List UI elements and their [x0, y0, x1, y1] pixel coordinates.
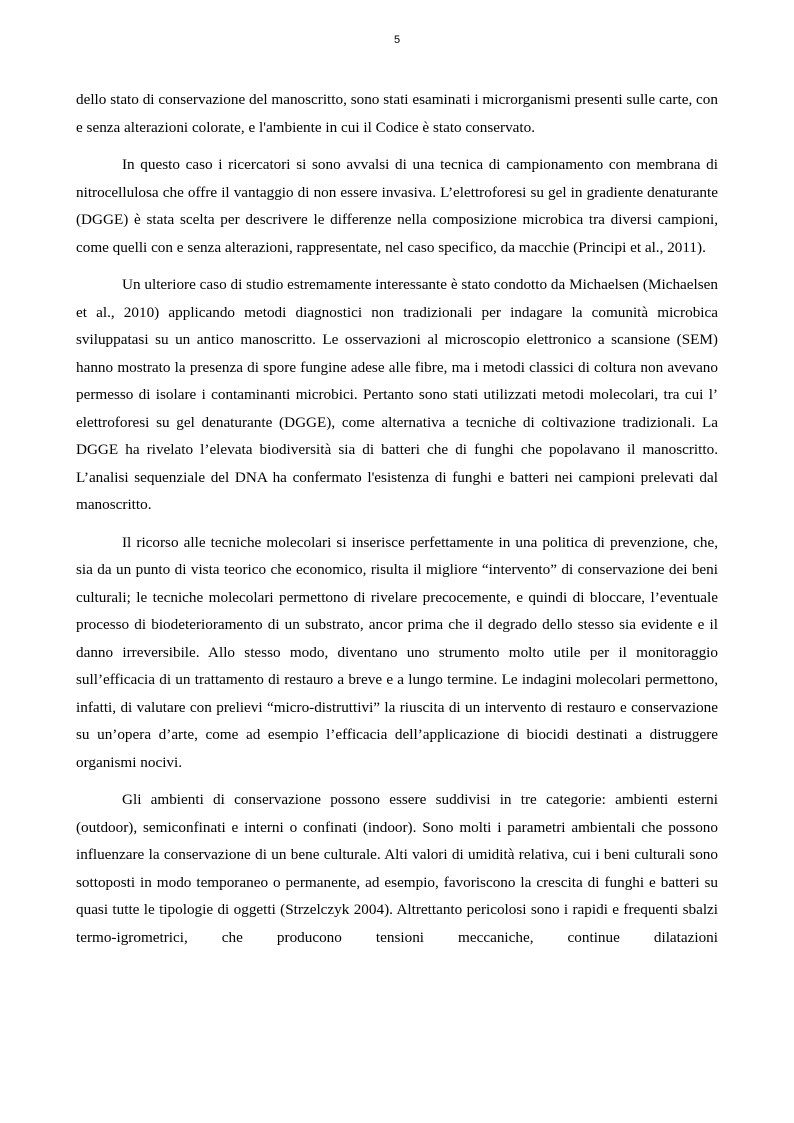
paragraph-1: dello stato di conservazione del manoscritto, sono stati esaminati i microrganismi presenti sulle carte, con e senza alterazioni colorate, e l'ambiente in cui il Codice è stato conservato. [76, 91, 718, 136]
body-text [76, 86, 718, 961]
paragraph-3: Un ulteriore caso di studio estremamente interessante è stato condotto da Michaelsen (Michaelsen et al., 2010) applicando metodi diagnostici non tradizionali per indagare la comunità microbica sviluppatasi su un antico manoscritto. Le osservazioni al microscopio elettronico a scansione (SEM) hanno mostrato la presenza di spore fungine adese alle fibre, ma i metodi classici di coltura non avevano permesso di isolare i contaminanti microbici. Pertanto sono stati utilizzati metodi molecolari, tra cui l’ elettroforesi su gel denaturante (DGGE), come alternativa a tecniche di coltivazione tradizionali. La DGGE ha rivelato l’elevata biodiversità sia di batteri che di funghi che popolavano il manoscritto. L’analisi sequenziale del DNA ha confermato l'esistenza di funghi e batteri nei campioni prelevati dal manoscritto. [76, 276, 718, 513]
paragraph-4: Il ricorso alle tecniche molecolari si inserisce perfettamente in una politica di prevenzione, che, sia da un punto di vista teorico che economico, risulta il migliore “intervento” di conservazione dei beni culturali; le tecniche molecolari permettono di rivelare precocemente, e quindi di bloccare, l’eventuale processo di biodeterioramento di un substrato, ancor prima che il degrado dello stesso sia evidente e il danno irreversibile. Allo stesso modo, diventano uno strumento molto utile per il monitoraggio sull’efficacia di un trattamento di restauro a breve e a lungo termine. Le indagini molecolari permettono, infatti, di valutare con prelievi “micro-distruttivi” la riuscita di un intervento di restauro e conservazione su un’opera d’arte, come ad esempio l’efficacia dell’applicazione di biocidi destinati a distruggere organismi nocivi. [76, 533, 718, 771]
page-number: 5 [393, 34, 401, 46]
paragraph-2: In questo caso i ricercatori si sono avvalsi di una tecnica di campionamento con membrana di nitrocellulosa che offre il vantaggio di non essere invasiva. L’elettroforesi su gel in gradiente denaturante (DGGE) è stata scelta per descrivere le differenze nella composizione microbica tra diversi campioni, come quelli con e senza alterazioni, rappresentate, nel caso specifico, da macchie (Principi et al., 2011). [76, 156, 718, 256]
paragraph-5: Gli ambienti di conservazione possono essere suddivisi in tre categorie: ambienti esterni (outdoor), semiconfinati e interni o confinati (indoor). Sono molti i parametri ambientali che possono influenzare la conservazione di un bene culturale. Alti valori di umidità relativa, cui i beni culturali sono sottoposti in modo temporaneo o permanente, ad esempio, favoriscono la crescita di funghi e batteri su quasi tutte le tipologie di oggetti (Strzelczyk 2004). Altrettanto pericolosi sono i rapidi e frequenti sbalzi termo-igrometrici, che producono tensioni meccaniche, continue dilatazioni [76, 791, 718, 946]
